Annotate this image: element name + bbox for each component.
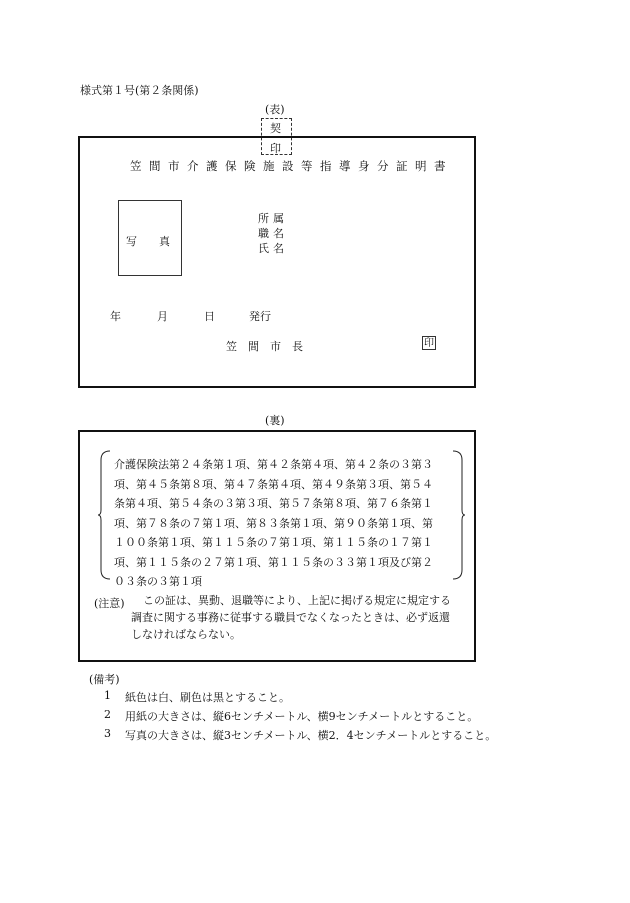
date-day: 日 xyxy=(204,310,215,323)
note-line: しなければならない。 xyxy=(131,628,241,641)
left-bracket xyxy=(98,450,112,580)
remarks-heading: (備考) xyxy=(89,673,120,686)
field-affiliation: 所属 xyxy=(258,212,288,225)
remark-text-2: 用紙の大きさは、縦6センチメートル、横9センチメートルとすること。 xyxy=(125,710,479,723)
note-line: 調査に関する事務に従事する職員でなくなったときは、必ず返還 xyxy=(131,611,450,624)
provision-line: ０３条の３第１項 xyxy=(114,575,202,588)
field-name: 氏名 xyxy=(258,242,288,255)
back-heading: (裏) xyxy=(265,414,285,427)
note-label: (注意) xyxy=(94,597,125,610)
remark-num-1: 1 xyxy=(104,689,111,702)
date-month: 月 xyxy=(157,310,168,323)
front-heading: (表) xyxy=(265,103,285,116)
date-issued: 発行 xyxy=(249,310,271,323)
remark-num-2: 2 xyxy=(104,708,111,721)
note-line: この証は、異動、退職等により、上記に掲げる規定に規定する xyxy=(143,594,451,607)
right-bracket xyxy=(451,450,465,580)
date-year: 年 xyxy=(110,310,121,323)
card-title: 笠間市介護保険施設等指導身分証明書 xyxy=(130,159,453,173)
provisions-text xyxy=(114,455,433,592)
stamp-bottom-char: 印 xyxy=(270,142,281,155)
provision-line: 条第４項、第５４条の３第３項、第５７条第８項、第７６条第１ xyxy=(114,497,433,510)
provision-line: 項、第４５条第８項、第４７条第４項、第４９条第３項、第５４ xyxy=(114,477,433,491)
provision-line: 項、第１１５条の２７第１項、第１１５条の３３第１項及び第２ xyxy=(114,555,433,569)
remark-num-3: 3 xyxy=(104,727,111,740)
field-position: 職名 xyxy=(258,227,288,240)
photo-label: 写 真 xyxy=(126,235,170,248)
note-text xyxy=(131,592,451,643)
provision-line: 介護保険法第２４条第１項、第４２条第４項、第４２条の３第３ xyxy=(114,458,433,471)
remark-text-3: 写真の大きさは、縦3センチメートル、横2．4センチメートルとすること。 xyxy=(125,729,497,742)
form-label: 様式第１号(第２条関係) xyxy=(80,84,199,97)
provision-line: 項、第７８条の７第１項、第８３条第１項、第９０条第１項、第 xyxy=(114,516,433,530)
issuer: 笠 間 市 長 xyxy=(226,340,303,353)
seal-mark: 印 xyxy=(424,338,434,349)
provision-line: １００条第１項、第１１５条の７第１項、第１１５条の１７第１ xyxy=(114,536,433,549)
stamp-top-char: 契 xyxy=(270,122,281,135)
remark-text-1: 紙色は白、刷色は黒とすること。 xyxy=(125,691,290,704)
